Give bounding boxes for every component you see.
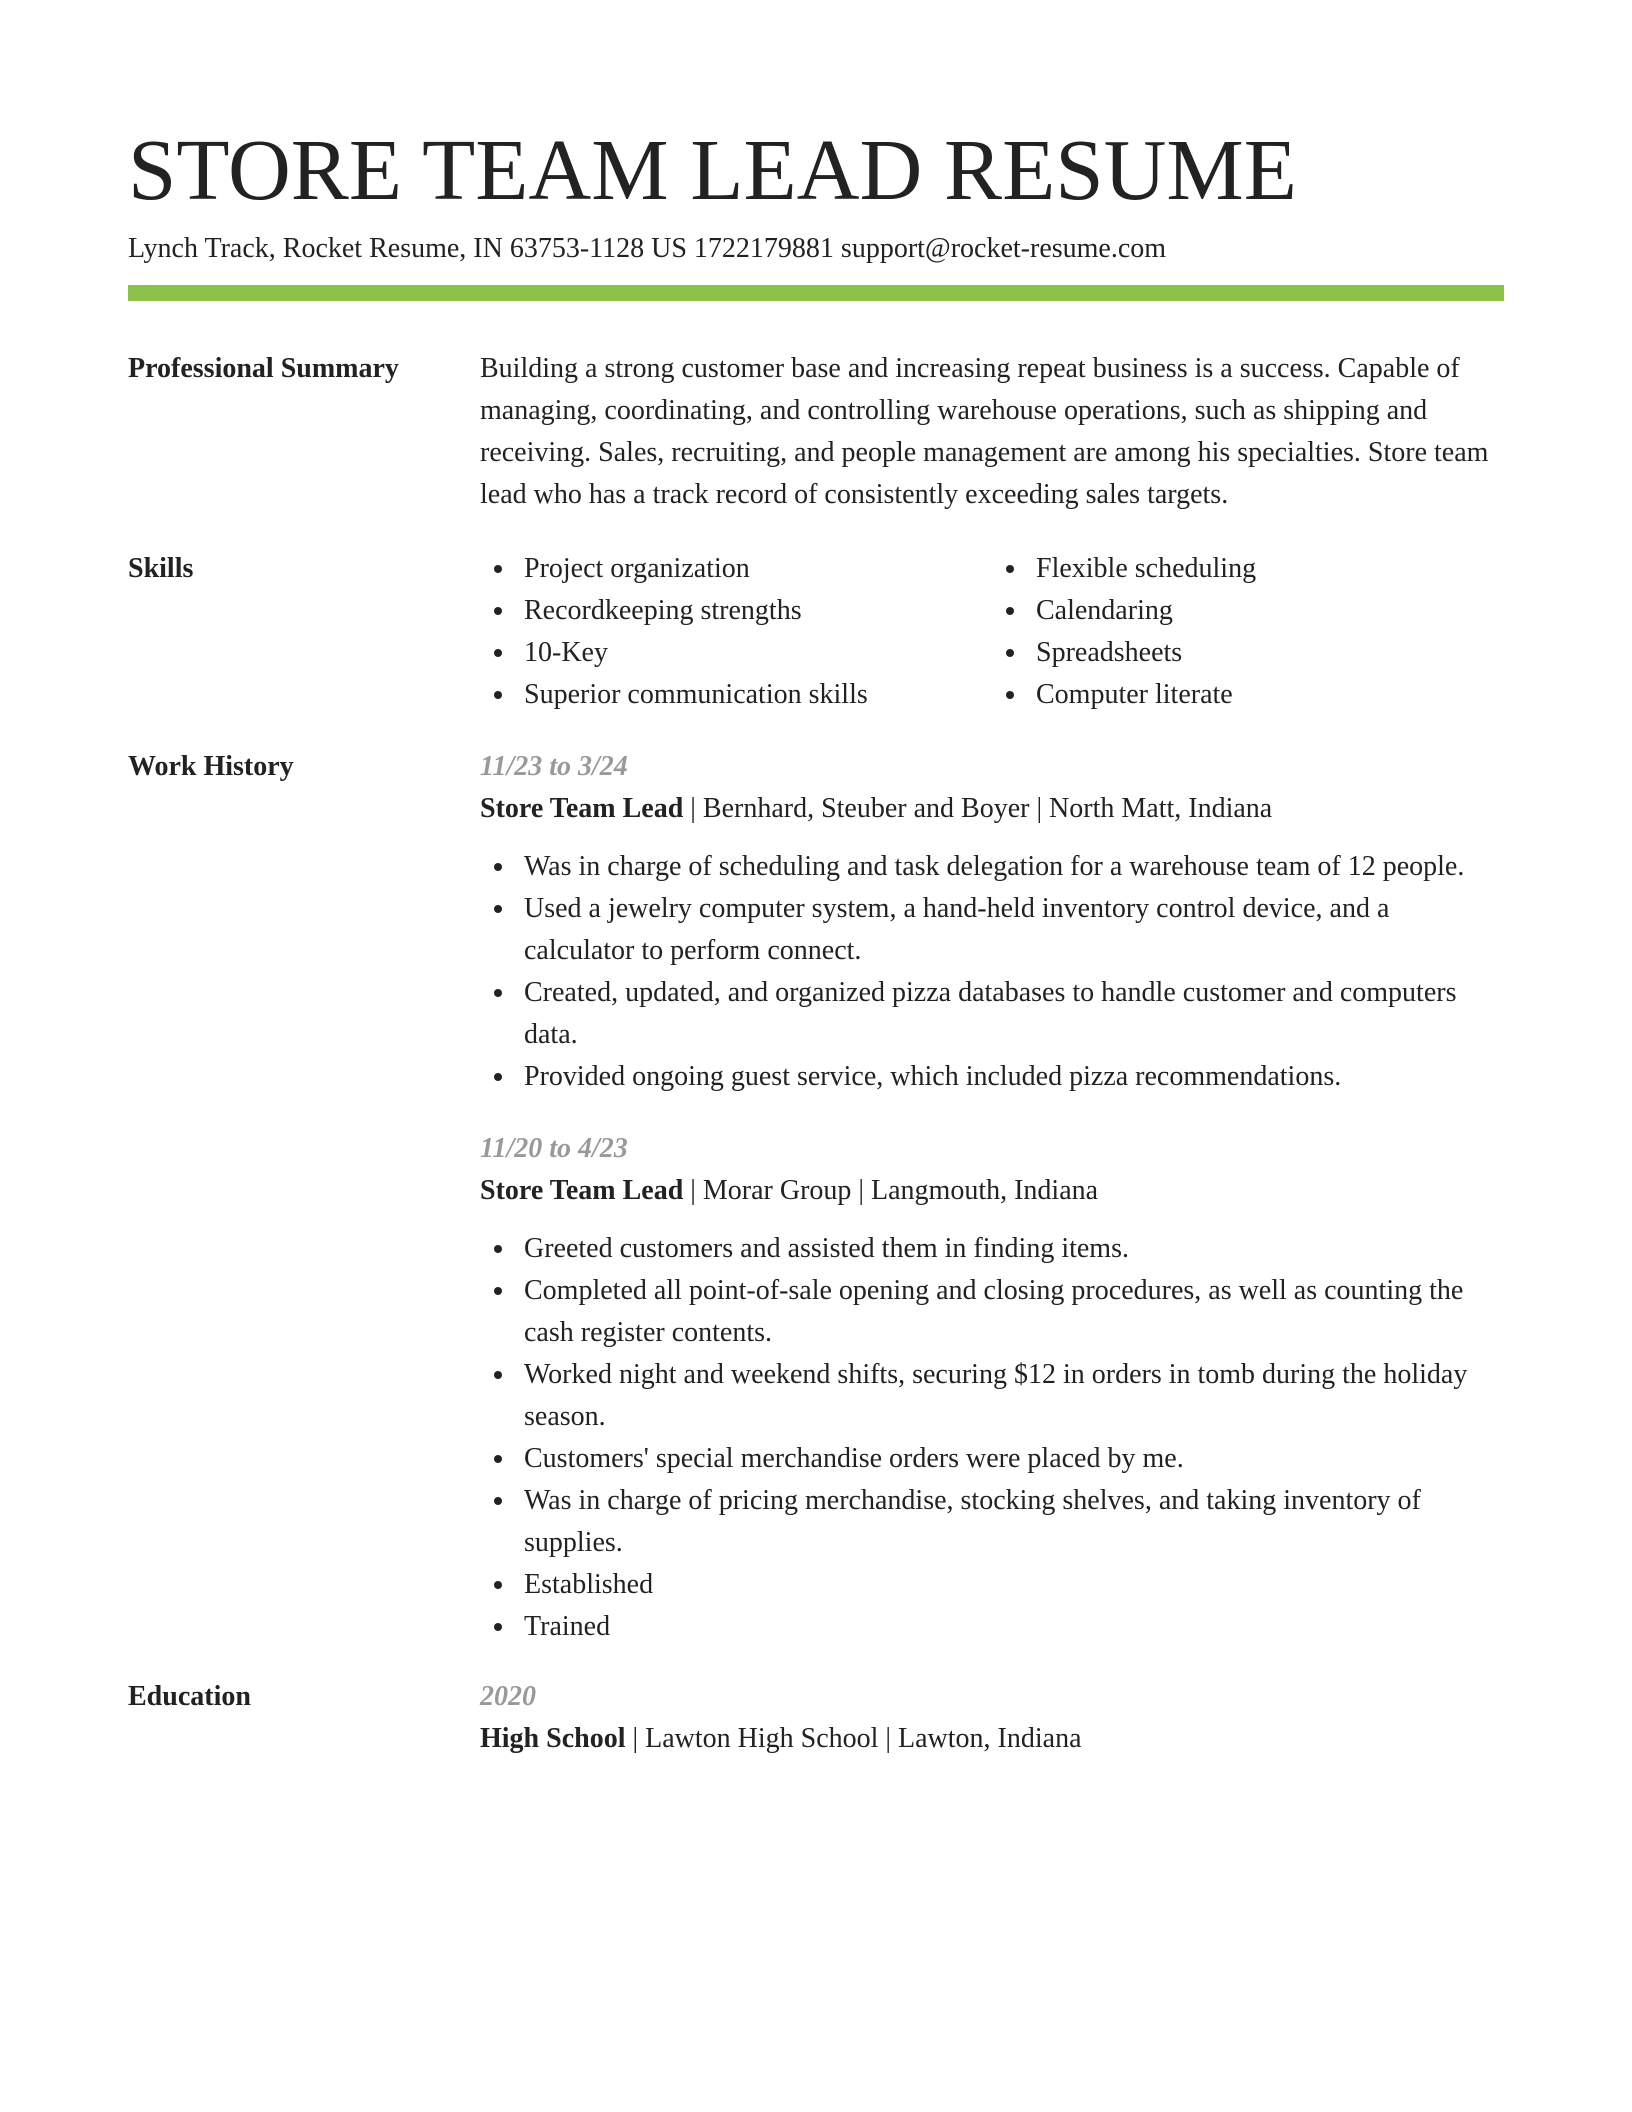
job-employer-location: | Bernhard, Steuber and Boyer | North Matt, Indiana [683, 793, 1273, 824]
skill-item: 10-Key [524, 632, 992, 674]
job-title: Store Team Lead [480, 793, 684, 824]
education-year: 2020 [480, 1681, 536, 1712]
job-duty: Customers' special merchandise orders were placed by me. [480, 1438, 1504, 1480]
skill-item: Spreadsheets [1036, 632, 1504, 674]
section-label-skills: Skills [128, 553, 194, 584]
job-duty: Provided ongoing guest service, which included pizza recommendations. [480, 1056, 1504, 1098]
job-heading [480, 1170, 1504, 1212]
job-duty: Established [480, 1564, 1504, 1606]
job-dates: 11/20 to 4/23 [480, 1133, 628, 1164]
job-duty: Was in charge of pricing merchandise, stocking shelves, and taking inventory of supplies. [480, 1480, 1504, 1564]
section-label-work-history: Work History [128, 751, 294, 782]
skills-list-left [480, 548, 992, 716]
job-duty: Greeted customers and assisted them in finding items. [480, 1228, 1504, 1270]
accent-divider [128, 285, 1504, 301]
section-label-summary: Professional Summary [128, 353, 399, 384]
education-school-location: | Lawton High School | Lawton, Indiana [625, 1723, 1082, 1754]
skill-item: Flexible scheduling [1036, 548, 1504, 590]
summary-text: Building a strong customer base and increasing repeat business is a success. Capable of managing, coordinating, and controlling warehouse operations, such as shipping and receiving. Sales, recruiting, and people management are among his specialties. Store team lead who has a track record of consistently exceeding sales targets. [480, 353, 1489, 510]
skills-columns [480, 548, 1504, 716]
job-duty: Worked night and weekend shifts, securing $12 in orders in tomb during the holiday season. [480, 1354, 1504, 1438]
education-heading [480, 1718, 1504, 1760]
job-duties-list [480, 1228, 1504, 1648]
job-entry [480, 746, 1504, 1098]
job-duties-list [480, 846, 1504, 1098]
skill-item: Recordkeeping strengths [524, 590, 992, 632]
job-duty: Completed all point-of-sale opening and closing procedures, as well as counting the cash register contents. [480, 1270, 1504, 1354]
job-dates: 11/23 to 3/24 [480, 751, 628, 782]
education-body [480, 1676, 1504, 1760]
skill-item: Computer literate [1036, 674, 1504, 716]
job-duty: Was in charge of scheduling and task delegation for a warehouse team of 12 people. [480, 846, 1504, 888]
job-title: Store Team Lead [480, 1175, 684, 1206]
job-entry [480, 1128, 1504, 1648]
contact-info: Lynch Track, Rocket Resume, IN 63753-1128 US 1722179881 support@rocket-resume.com [128, 233, 1167, 264]
skill-item: Superior communication skills [524, 674, 992, 716]
skills-body [480, 548, 1504, 716]
skill-item: Project organization [524, 548, 992, 590]
skills-list-right [992, 548, 1504, 716]
resume-title: STORE TEAM LEAD RESUME [128, 121, 1297, 218]
education-degree: High School [480, 1723, 626, 1754]
job-employer-location: | Morar Group | Langmouth, Indiana [683, 1175, 1099, 1206]
job-heading [480, 788, 1504, 830]
summary-body [480, 348, 1504, 516]
work-history-body [480, 746, 1504, 1678]
section-label-education: Education [128, 1681, 251, 1712]
job-duty: Created, updated, and organized pizza databases to handle customer and computers data. [480, 972, 1504, 1056]
job-duty: Trained [480, 1606, 1504, 1648]
skill-item: Calendaring [1036, 590, 1504, 632]
job-duty: Used a jewelry computer system, a hand-held inventory control device, and a calculator to perform connect. [480, 888, 1504, 972]
